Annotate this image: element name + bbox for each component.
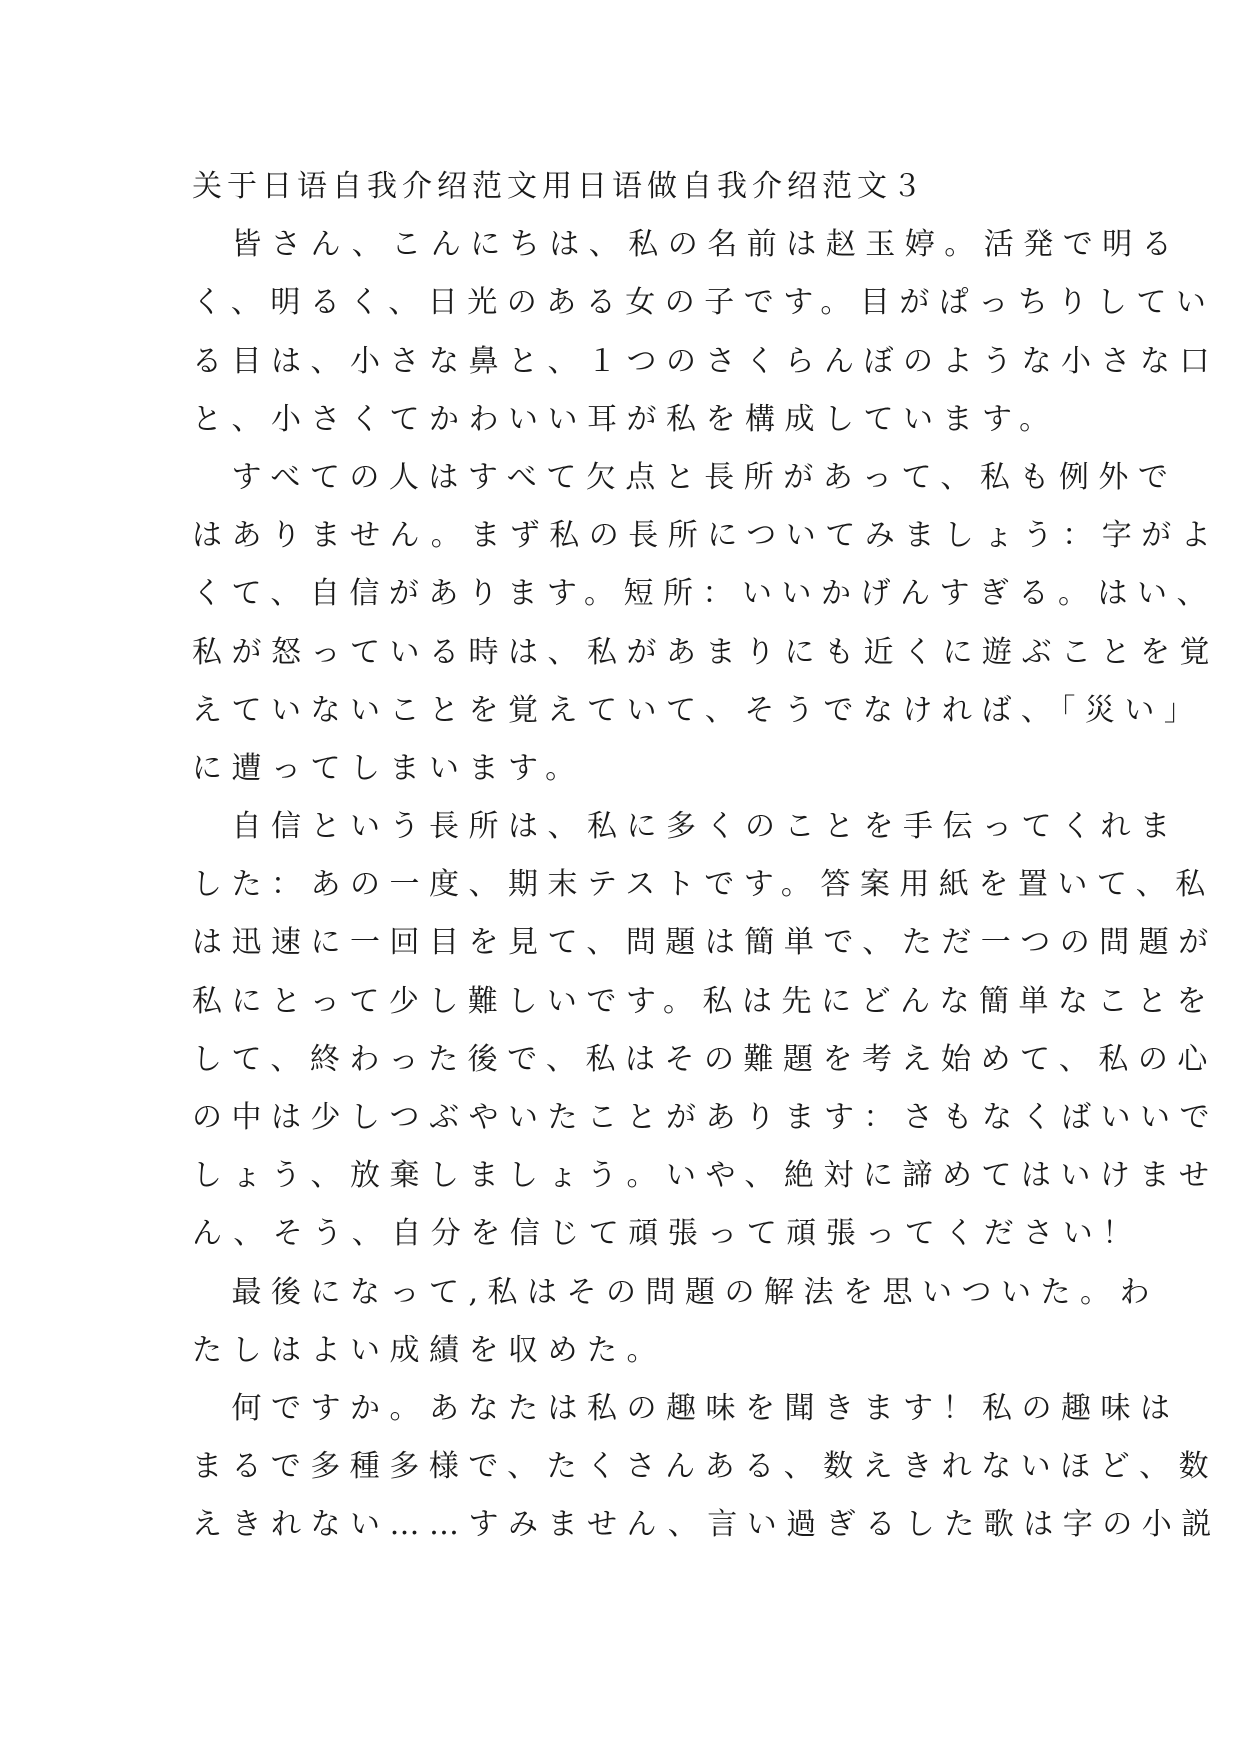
- text-line-10: に遭ってしまいます。: [192, 750, 585, 786]
- text-line-21: 何ですか。あなたは私の趣味を聞きます！私の趣味は: [192, 1390, 1180, 1426]
- text-line-13: は迅速に一回目を見て、問題は簡単で、ただ一つの問題が: [192, 925, 1218, 961]
- text-line-22: まるで多種多様で、たくさんある、数えきれないほど、数: [192, 1449, 1219, 1485]
- text-line-9: えていないことを覚えていて、そうでなければ、「災い」: [192, 692, 1204, 728]
- text-line-6: はありません。まず私の長所についてみましょう：字がよ: [192, 518, 1221, 554]
- text-line-20: たしはよい成績を収めた。: [192, 1332, 666, 1368]
- text-line-7: くて、自信があります。短所：いいかげんすぎる。はい、: [192, 576, 1216, 612]
- text-line-14: 私にとって少し難しいです。私は先にどんな簡単なことを: [192, 983, 1216, 1019]
- text-line-12: した：あの一度、期末テストです。答案用紙を置いて、私: [192, 867, 1215, 903]
- text-line-15: して、終わった後で、私はその難題を考え始めて、私の心: [192, 1041, 1217, 1077]
- text-line-23: えきれない……すみません、言い過ぎるした歌は字の小説: [192, 1507, 1221, 1543]
- text-line-8: 私が怒っている時は、私があまりにも近くに遊ぶことを覚: [192, 634, 1219, 670]
- text-line-19: 最後になって,私はその問題の解法を思いついた。わ: [192, 1274, 1160, 1310]
- text-line-18: ん、そう、自分を信じて頑張って頑張ってください！: [192, 1216, 1142, 1252]
- text-line-5: すべての人はすべて欠点と長所があって、私も例外で: [192, 459, 1178, 495]
- document-title: 关于日语自我介绍范文用日语做自我介绍范文３: [192, 169, 927, 204]
- text-line-3: る目は、小さな鼻と、１つのさくらんぼのような小さな口: [192, 343, 1219, 379]
- text-line-1: 皆さん、こんにちは、私の名前は赵玉婷。活発で明る: [192, 227, 1182, 263]
- text-line-11: 自信という長所は、私に多くのことを手伝ってくれま: [192, 809, 1180, 845]
- document-body: [192, 158, 1221, 1555]
- text-line-16: の中は少しつぶやいたことがあります：さもなくばいいで: [192, 1100, 1219, 1135]
- text-line-17: しょう、放棄しましょう。いや、絶対に諦めてはいけませ: [192, 1158, 1219, 1194]
- text-line-2: く、明るく、日光のある女の子です。目がぱっちりしてい: [192, 285, 1216, 321]
- text-line-4: と、小さくてかわいい耳が私を構成しています。: [192, 401, 1059, 437]
